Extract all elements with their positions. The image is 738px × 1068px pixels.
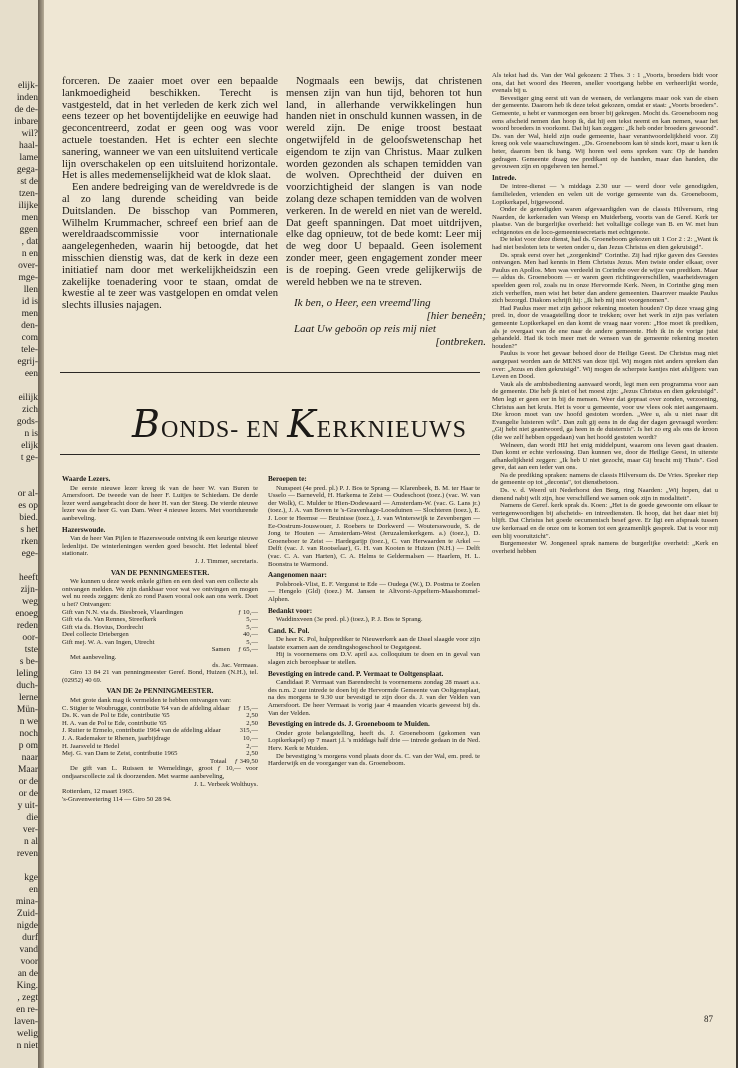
previous-page-fragment: Maar [17,765,38,775]
ledger-amount: ƒ 15,— [237,704,258,712]
section-rule [60,454,480,455]
section-title [132,402,467,446]
ledger-row [62,712,258,720]
paragraph: Hij is voornemens om D.V. april a.s. colloquium te doen en in geval van slagen zich beroepbaar te stellen. [268,651,480,667]
bottom-column-2 [268,472,480,1032]
previous-page-fragment: de de- [14,105,38,115]
previous-page-fragment: reven [16,849,38,859]
previous-page-fragment: over- [18,261,38,271]
title-part: ONDS- EN [160,417,288,443]
previous-page-fragment: id is [21,297,38,307]
ledger-description: Ds. K. van de Pol te Ede, contributie '65 [62,712,170,720]
previous-page-fragment: wil? [21,129,38,139]
previous-page-fragment: elijk- [17,81,38,91]
paragraph: forceren. De zaaier moet over een bepaalde lankmoedigheid beschikken. Terecht is vastgesteld, dat in het verleden de kerk zich wel eens tezeer op het boventijdelijke en eeuwige had geconcentreerd, zodat er geen oog was voor actuele toestanden. Het is echter een slechte sanering, wanneer we van een uitsluitend verticale lijn overschakelen op een uitsluitend horizontale. Het is alles medemenselijkheid wat de klok slaat. [62,76,278,182]
previous-page-fragment: laven- [14,1017,38,1027]
previous-page-fragment: st de [20,177,38,187]
previous-page-fragment: gods- [16,417,38,427]
previous-page-fragment: ege- [21,549,38,559]
ledger-amount: 5,— [246,638,258,646]
previous-page-fragment: , dat [21,237,38,247]
section-heading: Bedankt voor: [268,606,313,615]
ledger-amount: 40,— [242,631,258,639]
paragraph: Met aanbeveling. [70,654,117,662]
previous-page-fragment: tste [24,645,38,655]
total-label: Totaal [209,757,227,765]
paragraph: We kunnen u deze week enkele giften en een deel van een collecte als ontvangen melden. We zijn dankbaar voor wat we ontvingen en mogen wel nu reeds zeggen: denk zo rond Pasen vooral ook aan ons werk. Doet u het? Ontvangen: [62,578,258,608]
ledger-amount: 2,50 [246,750,258,758]
previous-page-fragment: tele- [21,345,38,355]
paragraph: De heer K. Pol, hulpprediker te Nieuwerkerk aan de IJssel slaagde voor zijn laatste examen aan de zendingshogeschool te Oegstgeest. [268,636,480,651]
signature: J. J. Timmer, secretaris. [194,557,258,565]
previous-page-fragment: p om [18,741,38,751]
section-heading: Bevestiging en intrede cand. P. Vermaat te Ooltgensplaat. [268,669,444,678]
previous-page-fragment: or de [18,777,38,787]
ledger-row [62,624,258,632]
page-number: 87 [704,1014,713,1024]
previous-page-edge [0,0,40,1068]
ledger-amount: ƒ 10,— [237,608,258,616]
poem-line: [ontbreken. [435,336,486,348]
previous-page-fragment: n en [21,249,38,259]
previous-page-fragment: en re- [16,1005,38,1015]
paragraph: Namens de Geref. kerk sprak ds. Koen: „Het is de goede gewoonte om elkaar te vertegenwoordigen bij afscheids- en intreediensten. Ik hoop, dat het daar niet bij blijft. Dat Christus het goede oecumenisch besef geve. Er ligt een afspraak tussen uw kerkeraad en de onze om te komen tot een gezamenlijk gesprek. Dat is voor mij een blij vooruitzicht". [492,502,718,540]
signature: J. L. Verbeek Wolthuys. [194,780,258,788]
paragraph: Ds. sprak eerst over het „zorgenkind" Corinthe. Zij had rijke gaven des Geestes ontvangen. Men had kennis in Hem Christus Jezus. Men twiste onder elkaar, over Paulus en Apollos. Men was verdeeld in Corinthe over de wijze van prediken. Maar — aldus ds. Groeneboom — er waren geen richtingsverschillen, waarheidsvragen speelden geen rol, zoals nu in onze Hervormde Kerk. Neen, in Corinthe ging men zich verheffen, men wist het beter dan andere gemeenten. Daarover maakte Paulus zich bezorgd. Diakom schrijft hij: „Ik heb mij niet voorgenomen". [492,251,718,305]
page [44,0,736,1068]
paragraph: Als tekst had ds. Van der Wal gekozen: 2 Thes. 3 : 1 „Voorts, broeders bidt voor ons, dat het woord des Heeren, sneller voortgang hebbe en verheerlijkt worde, evenals bij u. [492,72,718,95]
total-row [62,646,258,654]
section-heading: Waarde Lezers. [62,475,111,483]
previous-page-fragment: leling [16,669,38,679]
previous-page-fragment: lerne [19,693,38,703]
previous-page-fragment: eilijk [18,393,38,403]
paragraph: Waddinxveen (3e pred. pl.) (toez.), P. J. Bos te Sprang. [276,616,423,624]
section-heading: Hazerswoude. [62,525,106,534]
previous-page-fragment: zich [22,405,38,415]
section-heading: Aangenomen naar: [268,571,327,580]
ledger-row [62,735,258,743]
previous-page-fragment: mge- [18,273,38,283]
ledger-description: Mej. G. van Dam te Zeist, contributie 1965 [62,750,178,758]
previous-page-fragment: n we [19,717,38,727]
paragraph: Rotterdam, 12 maart 1965. [62,788,134,796]
previous-page-fragment: ver- [22,825,38,835]
paragraph: Van de heer Van Pijlen te Hazerswoude ontving ik een keurige nieuwe ledenlijst. De winterleningen werden goed besocht. Het ledental bleef stationair. [62,535,258,558]
paragraph: Na de prediking spraken: namens de classis Hilversum ds. De Vries. Spreker riep de gemeente op tot „deconia", tot dienstbetoon. [492,471,718,487]
ledger-amount: 2,50 [246,712,258,720]
paragraph: Nogmaals een bewijs, dat christenen mensen zijn van hun tijd, behoren tot hun land, in allerhande verwikkelingen hun handen niet in onschuld kunnen wassen, in de wereld zijn. De enige troost bestaat ongetwijfeld in de geloofswetenschap het eigendom te zijn van Christus. Maar zulken worden gezonden als schapen temidden van de wolven. Oprechtheid der duiven en voorzichtigheid der slangen is van node zolang deze schapen temidden van de wolven verkeren. In de wereld en niet van de wereld. Dat geeft spanningen. Dat moet uitdrijven, elke dag opnieuw, tot de bede komt: Leer mij de weg door U bepaald. Geen isolement zonder meer, geen engagement zonder meer is de roeping. Geen vrede gelijkerwijs de wereld hebben we na te streven. [286,76,482,288]
paragraph: De eerste nieuwe lezer kreeg ik van de heer W. van Buren te Amersfoort. De tweede van de heer F. Luitjes te Schiedam. De derde lezer werd aangebracht door de heer H. van der Steeg. De vierde nieuwe lezer was de heer G. van Dam. Weer 4 nieuwe lezers. Met voortdurende aanbeveling. [62,484,258,522]
paragraph: Onder de genodigden waren afgevaardigden van de classis Hilversum, ring Naarden, de kerkeraden van Weesp en Muiderberg, voorts van de Geref. Kerk ter plaatse. Van de burgerlijke overheid: het voltallige college van B. en W. met hun echtgenotes en de loco-gemeentesecretaris met echtgenote. [492,206,718,236]
previous-page-fragment: n al [24,837,38,847]
top-column-1 [62,76,278,350]
previous-page-fragment: die [26,813,38,823]
previous-page-fragment: t ge- [20,453,38,463]
ledger-description: Gift van N.N. via ds. Biesbroek, Vlaardingen [62,608,183,616]
ledger-description: H. Jaarsveld te Hedel [62,742,120,750]
title-initial: B [132,402,161,446]
previous-page-fragment: kge [24,873,38,883]
total-row [62,758,258,766]
total-label: Samen [211,646,230,654]
previous-page-fragment: en [29,885,38,895]
previous-page-fragment: ggen [19,225,38,235]
title-initial: K [287,402,317,446]
section-heading: Beroepen te: [268,475,307,483]
previous-page-fragment: weg [22,597,38,607]
paragraph: Onder grote belangstelling, heeft ds. J. Groeneboom (gekomen van Lopikerkapel) op 7 maart j.l. 's middags half drie — intrede gedaan in de Ned. Herv. Kerk te Muiden. [268,729,480,752]
ledger-description: H. A. van de Pol te Ede, contributie '65 [62,719,167,727]
ledger-row [62,727,258,735]
previous-page-fragment: enoeg [15,609,38,619]
ledger-row [62,705,258,713]
previous-page-fragment: bied. [19,513,38,523]
paragraph: Burgemeester W. Jongeneel sprak namens de burgerlijke overheid: „Kerk en overheid hebben [492,540,718,555]
previous-page-fragment: y uit- [17,801,38,811]
paragraph: Paulus is voor het gevaar behoed door de Heilige Geest. De Christus mag niet aangepast worden aan de MENS van deze tijd. Wij mogen niet anders spreken dan over: „Jezus en dien gekruisigd". Wij mogen de scherpste kantjes niet afslijpen: van Leven en Dood. [492,350,718,381]
title-part: ERKNIEUWS [316,417,467,443]
previous-page-fragment: reden [16,621,38,631]
previous-page-fragment: durf [22,933,38,943]
previous-page-fragment: lame [19,153,38,163]
paragraph: Giro 13 84 21 van penningmeester Geref. Bond, Huizen (N.H.), tel. (02952) 40 69. [62,669,258,684]
paragraph: De bevestiging 's morgens vond plaats door ds. C. van der Wal, em. pred. te Harderwijk en de voorganger van ds. Groeneboom. [268,752,480,768]
previous-page-fragment: den- [21,321,38,331]
previous-page-fragment: egrij- [17,357,38,367]
section-heading: Bevestiging en intrede ds. J. Groeneboom te Muiden. [268,720,430,729]
previous-page-fragment: nigde [16,921,38,931]
total-amount: ƒ 65,— [237,646,258,654]
paragraph: De tekst voor deze dienst, had ds. Groeneboom gekozen uit 1 Cor 2 : 2: „Want ik had niet besloten iets te weten onder u, dan Jezus Christus en dien gekruisigd". [492,236,718,252]
poem-line: Laat Uw geboön op reis mij niet [294,323,436,335]
paragraph: Met grote dank mag ik vermelden te hebben ontvangen van: [70,697,232,705]
section-heading: VAN DE PENNINGMEESTER. [110,568,210,577]
ledger-description: J. A. Rademaker te Rhenen, jaarbijdrage [62,735,171,742]
previous-page-fragment: zijn- [20,585,38,595]
gift-list [62,609,258,647]
previous-page-fragment: welig [16,1029,38,1039]
poem-line: Ik ben, o Heer, een vreemd'ling [294,297,431,309]
previous-page-fragment: gega- [16,165,38,175]
ledger-description: C. Stigter te Woubrugge, contributie '64 van de afdeling aldaar [62,704,230,712]
ledger-row [62,616,258,624]
section-heading: Intrede. [492,173,517,182]
previous-page-fragment: heeft [19,573,38,583]
paragraph: Polsbroek-Vlist, E. F. Vergunst te Ede — Oudega (W.), D. Postma te Zoelen — Hengelo (Gld) (toez.) M. Jansen te Altvorst-Appeltern-Maasbommel-Alphen. [268,580,480,603]
paragraph: De intree-dienst — 's middags 2.30 uur — werd door vele genodigden, familieleden, vrienden en velen uit de vorige gemeente van ds. Groeneboom, Lopikerkapel, bijgewoond. [492,183,718,206]
previous-page-fragment: or de [18,789,38,799]
ledger-row [62,609,258,617]
ledger-amount: 10,— [242,735,258,742]
signature: ds. Jac. Vermaas. [212,661,258,669]
previous-page-fragment: s het [20,525,38,535]
section-rule [60,372,480,373]
previous-page-fragment: inden [16,93,38,103]
previous-page-fragment: haal- [19,141,38,151]
poem-line: [hier beneên; [426,310,486,322]
paragraph: Bevestiger ging eerst uit van de wensen, de verlangens maar ook van de eisen der gemeente. Daarom heb ik deze tekst gekozen, omdat er staat: „Voorts broeders". Gemeente, u hebt er vanmorgen een broer bij gekregen. Mocht ds. Groeneboom nog eens afscheid nemen dan hoop ik, dat hij een tekst neemt en kan nemen, waar het woord broeders in voorkomt. Dat hij kan zeggen: „Ik heb onder broeders gewoond". Ds. van der Wal, hield zijn oude gemeente, haar verantwoordelijkheid voor. Zij kreeg ook vele waarschuwingen. „Ds. Groeneboom kan tè sinds kort, maar u ken ik heter, daarom ben ik bang. Wij horen wel eens spreken van: Op de handen gedragen. Gemeente draag uw predikant op de handen, maar dan handen, die gevouwen zijn en opgeheven ten hemel." [492,94,718,171]
previous-page-fragment: men [21,213,38,223]
right-column [492,72,718,1032]
previous-page-fragment: een [24,369,38,379]
previous-page-fragment: llen [23,285,38,295]
previous-page-fragment: Mün- [16,705,38,715]
paragraph: Een andere bedreiging van de wereldvrede is de al zo lang durende scheiding van beide Duitslanden. De bisschop van Pommeren, Wilhelm Krummacher, schreef een brief aan de wereldraadscommissie voor internationale aangelegenheden, waarin hij betoogde, dat het misschien dienstig was, dat de kerk in deze een initiatief nam door met werkelijkheidszin een zakelijke toenadering voor te staan, omdat de kwestie al te zeer was vastgelopen en omdat velen slechts illusies najagen. [62,182,278,312]
section-heading: Cand. K. Pol. [268,626,310,635]
poem-verse [290,297,486,349]
paragraph: Welneen, dan wordt HIJ het enig middelpunt, waarom ons leven gaat draaien. Dan komt er echte verlossing. Dan kunnen we, door de Heilige Geest, in uiterste afhankelijkheid zeggen: „Ik heb U niet gezocht, maar Gij bracht mij Thuis". God geve, dat aan een ieder van ons. [492,441,718,472]
previous-page-fragment: noch [19,729,38,739]
ledger-amount: 2,— [246,742,258,750]
previous-page-fragment: vand [19,945,38,955]
total-amount: ƒ 349,50 [234,757,258,765]
previous-page-fragment: s be- [19,657,38,667]
paragraph: Nunspeet (4e pred. pl.) P. J. Bos te Sprang — Klarenbeek, B. M. ter Haar te Usselo — Barneveld, H. Harkema te Zeist — Oudeschoot (toez.) (vac. W. van der Wolk), C. Mulder te Hien-Dodewaard — Amsterdam-W. (vac. G. Lans jr.) (toez.), J. A. van Boven te 's-Gravenhage-Loosduinen — Slochteren (toez.), E. J. Loor te Heemse — Bruinisse (toez.), J. van Winterswijk te Zevenbergen — Ee-Oostrum-Jouswouer, J. Roebers te Dorkwerd — Woutersswoude, S. de Jong te Houten — Amsterdam-West (Jeruzalemkerkgem. a.) (toez.), D. Groeneboer te Zeist — Hardegarijp (toez.), C. van Herwaarden te Arkel — Delft (vac. J. van Rootselaar), G. H. van Kooten te Huizen (N.H.) — Delft (vac. C. A. van Harten), C. A. Helms te Geldermalsen — Haarlem, H. L. Boonstra te Warmond. [268,484,480,568]
ledger-description: Deel collecte Driebergen [62,631,129,639]
previous-page-fragment: Zuid- [16,909,38,919]
previous-page-fragment: , zegt [17,993,38,1003]
previous-page-fragment: or al- [17,489,38,499]
paragraph: Had Paulus meer met zijn gehoor rekening moeten houden? Op deze vraag ging pred. in, door de vraagstelling door te trekken; over het werk in zijn pas verlaten gemeente Lopikerkapel en dan komt de vraag naar voren: „Hoe moet ik prediken, als je overgaat van de ene naar de andere gemeente. Heb ik in de vorige juist gehandeld. Had ik toch meer met de wensen van de gemeente rekening moeten houden?" [492,304,718,350]
previous-page-fragment: King. [16,981,38,991]
bottom-column-1 [62,472,258,1032]
paragraph: De gift van L. Ruissen te Wemeldinge, groot ƒ 10,— voor ondjaarscollecte zal ik doorzenden. Met warme aanbeveling, [62,765,258,780]
contribution-list [62,705,258,758]
ledger-row [62,750,258,758]
previous-page-fragment: es op [18,501,38,511]
ledger-row [62,720,258,728]
ledger-description: J. Ruiter te Ermelo, contributie 1964 van de afdeling aldaar [62,727,221,735]
previous-page-fragment: rken [21,537,38,547]
previous-page-fragment: naar [21,753,38,763]
previous-page-fragment: ilijke [18,201,38,211]
paragraph: Vauk als de ambtsbediening aanvaard wordt, legt men een programma voor aan de gemeente. Die heb jk niet of het moest zijn: „Jezus Christus en dien gekruisigd". Men legt er geen eer in bij de mensen. Weer dat gepraat over zonden, verzoening, Christus aan het kruis. Het is voor u gemeente, voor uw vlees ook niet aangenaam. Die kroon moet van uw hoofd gestoten worden. „Wee u, als u niet naar dit Evangelie luisteren wilt". Dan zult gij eens in de dag der dagen gevraagd worden: „Gij hebt niet geantwoord, ga heen in de duisternis". Is het zo erg als ons de kroon (die we zelf hebben opgedaan) van het hoofd gestoten wordt? [492,380,718,441]
section-heading: VAN DE 2e PENNINGMEESTER. [106,687,214,696]
previous-page-fragment: tzen- [19,189,38,199]
previous-page-fragment: voor [20,957,38,967]
previous-page-fragment: n is [24,429,38,439]
top-column-2 [286,76,482,298]
ledger-row [62,631,258,639]
ledger-amount: 315,— [239,727,258,735]
previous-page-fragment: inbare [14,117,38,127]
ledger-row [62,639,258,647]
previous-page-fragment: an de [17,969,38,979]
ledger-description: Gift mej. W. A. van Ingen, Utrecht [62,638,155,646]
paragraph: Ds. v. d. Weerd uit Nederhorst den Berg, ring Naarden: „Wij hopen, dat u dienend nabij wilt zijn, hoe verschillend we samen ook zijn in modaliteit". [492,487,718,502]
previous-page-fragment: duch- [16,681,38,691]
ledger-description: Gift via ds. Van Rennes, Streefkerk [62,616,157,624]
ledger-amount: 2,50 [246,719,258,727]
paragraph: 's-Gravenwetering 114 — Giro 50 28 94. [62,795,172,803]
previous-page-fragment: mina- [15,897,38,907]
ledger-row [62,743,258,751]
previous-page-fragment: men [21,309,38,319]
previous-page-fragment: com [21,333,38,343]
ledger-amount: 5,— [246,623,258,631]
ledger-amount: 5,— [246,616,258,624]
previous-page-fragment: oor- [22,633,38,643]
paragraph: Candidaat P. Vermaat van Barendrecht is voornemens zondag 28 maart a.s. des n.m. 2 uur intrede te doen bij de Hervormde Gemeente van Ooltgensplaat, na des morgens te 9.30 uur bevestigd te zijn door ds. J. van der Velden van Amersfoort. De heer Vermaat is vorig jaar 4 maanden vicaris geweest bij ds. Van der Velden. [268,679,480,717]
previous-page-fragment: elijk [21,441,38,451]
ledger-description: Gift via ds. Hovius, Dordrecht [62,623,144,631]
previous-page-fragment: n niet [16,1041,38,1051]
